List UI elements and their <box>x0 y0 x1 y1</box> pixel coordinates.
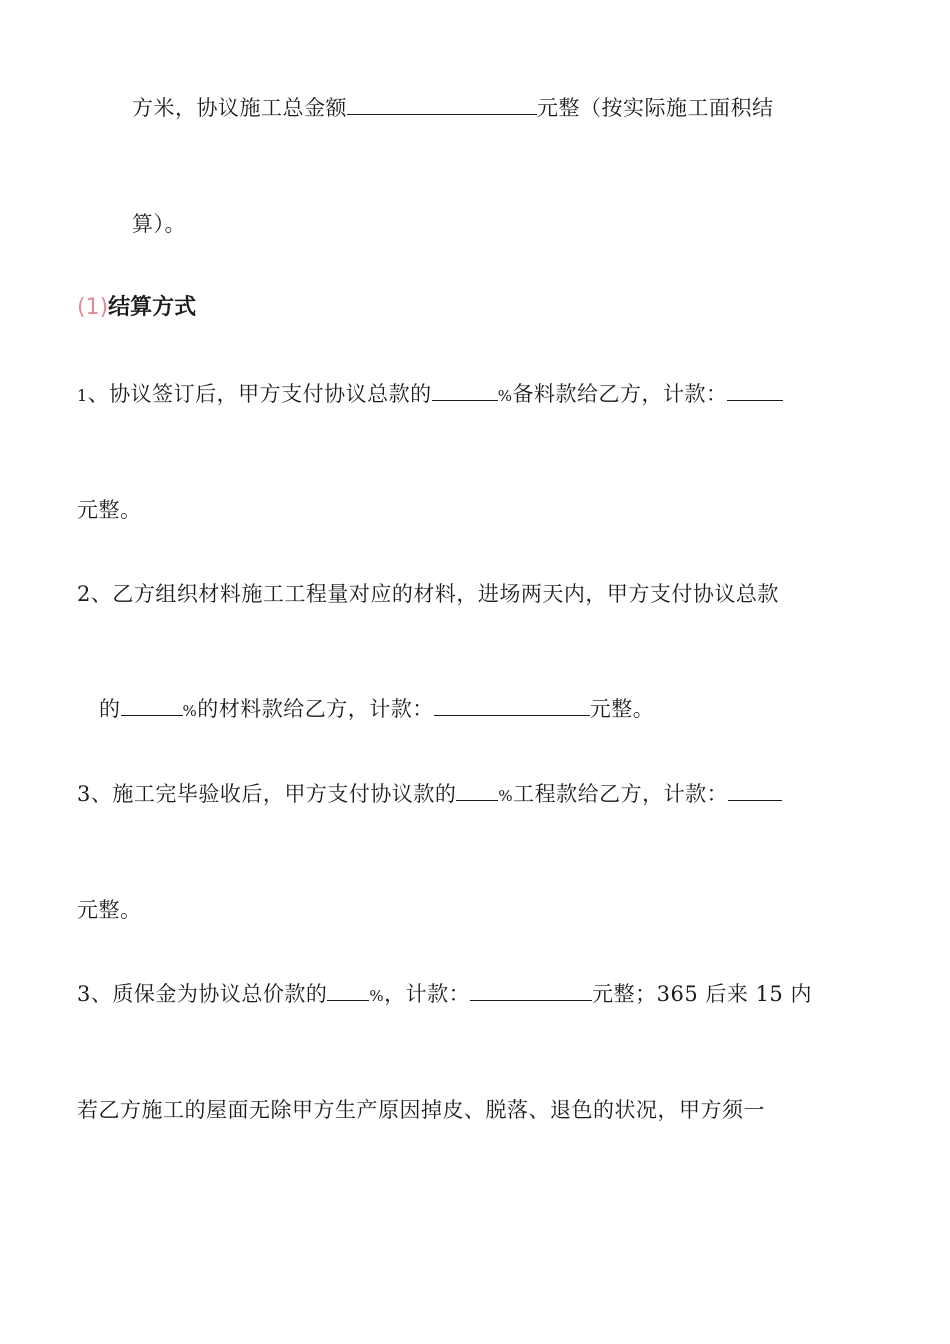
text-segment: 的 <box>99 697 121 721</box>
clause-1-line-1 <box>77 380 783 410</box>
percent-blank[interactable] <box>327 980 369 1001</box>
text-segment: 元整（按实际施工面积结 <box>537 96 774 120</box>
clause-number: 1 <box>77 386 88 405</box>
clause-4-line-1 <box>77 980 812 1010</box>
percent-sign: % <box>498 787 514 805</box>
amount-blank[interactable] <box>728 780 782 801</box>
percent-blank[interactable] <box>456 780 498 801</box>
text-line-settle <box>132 210 186 238</box>
text-segment: 3、质保金为协议总价款的 <box>77 982 328 1006</box>
text-segment: 元整。 <box>77 498 142 522</box>
text-segment: 工程款给乙方，计款： <box>513 782 729 806</box>
text-segment: 元整；365 后来 15 内 <box>592 982 812 1006</box>
clause-2-line-1 <box>77 580 779 608</box>
text-segment: 方米，协议施工总金额 <box>132 96 347 120</box>
clause-1-line-2 <box>77 496 142 524</box>
percent-sign: % <box>369 987 385 1005</box>
heading-text: 结算方式 <box>108 295 197 320</box>
text-segment: 元整。 <box>77 898 142 922</box>
amount-blank[interactable] <box>727 380 783 401</box>
clause-2-line-2 <box>99 695 654 725</box>
text-segment: 元整。 <box>589 697 655 721</box>
text-segment: ，计款： <box>384 982 471 1006</box>
clause-4-line-2 <box>77 1096 765 1124</box>
text-segment: 的材料款给乙方，计款： <box>197 697 434 721</box>
percent-sign: % <box>182 702 198 720</box>
text-segment: 、协议签订后，甲方支付协议总款的 <box>87 382 432 406</box>
percent-blank[interactable] <box>121 695 183 716</box>
text-segment: 算）。 <box>132 212 186 236</box>
text-segment: 备料款给乙方，计款： <box>512 382 728 406</box>
percent-blank[interactable] <box>432 380 498 401</box>
section-heading <box>77 294 196 322</box>
amount-blank[interactable] <box>434 695 590 716</box>
text-line-area-total <box>132 94 774 122</box>
text-segment: 若乙方施工的屋面无除甲方生产原因掉皮、脱落、退色的状况，甲方须一 <box>77 1098 765 1122</box>
amount-blank[interactable] <box>347 94 537 115</box>
amount-blank[interactable] <box>470 980 592 1001</box>
heading-number: (1) <box>77 295 109 320</box>
text-segment: 2、乙方组织材料施工工程量对应的材料，进场两天内，甲方支付协议总款 <box>77 582 779 606</box>
text-segment: 3、施工完毕验收后，甲方支付协议款的 <box>77 782 457 806</box>
percent-sign: % <box>497 387 513 405</box>
clause-3-line-1 <box>77 780 782 810</box>
clause-3-line-2 <box>77 896 142 924</box>
